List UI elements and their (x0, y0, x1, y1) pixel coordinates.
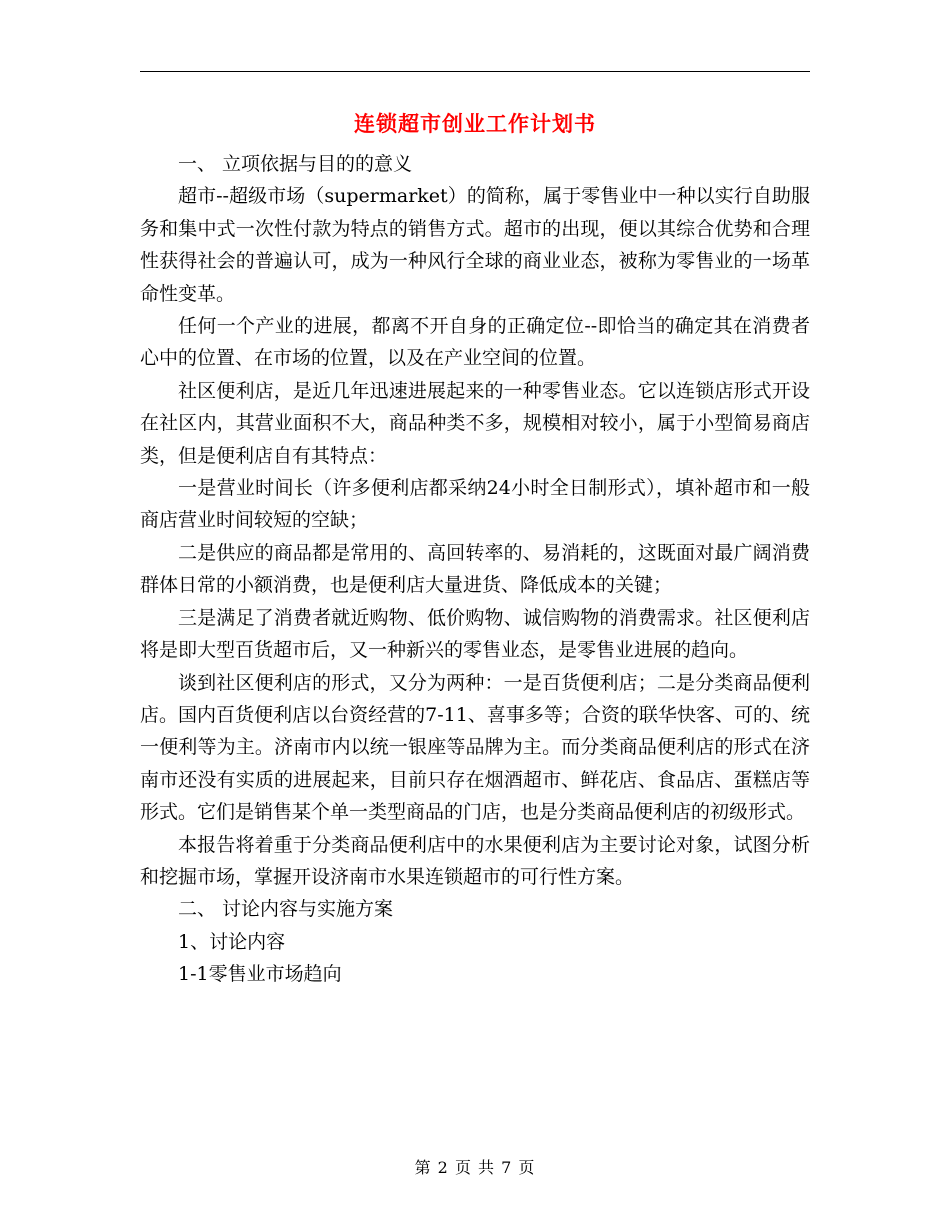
paragraph: 社区便利店，是近几年迅速进展起来的一种零售业态。它以连锁店形式开设在社区内，其营业面积不大，商品种类不多，规模相对较小，属于小型简易商店类，但是便利店自有其特点： (140, 379, 810, 467)
paragraph: 一是营业时间长（许多便利店都采纳24小时全日制形式），填补超市和一般商店营业时间较短的空缺； (140, 477, 810, 532)
paragraph: 二是供应的商品都是常用的、高回转率的、易消耗的，这既面对最广阔消费群体日常的小额消费，也是便利店大量进货、降低成本的关键； (140, 541, 810, 597)
section-heading-1: 一、 立项依据与目的的意义 (178, 153, 413, 175)
paragraph: 谈到社区便利店的形式，又分为两种：一是百货便利店；二是分类商品便利店。国内百货便利店以台资经营的7-11、喜事多等；合资的联华快客、可的、统一便利等为主。济南市内以统一银座等品牌为主。而分类商品便利店的形式在济南市还没有实质的进展起来，目前只存在烟酒超市、鲜花店、食品店、蛋糕店等形式。它们是销售某个单一类型商品的门店，也是分类商品便利店的初级形式。 (140, 671, 810, 824)
paragraph: 三是满足了消费者就近购物、低价购物、诚信购物的消费需求。社区便利店将是即大型百货超市后，又一种新兴的零售业态，是零售业进展的趋向。 (140, 606, 810, 662)
document-title: 连锁超市创业工作计划书 (354, 111, 596, 136)
section-heading-2: 二、 讨论内容与实施方案 (178, 898, 394, 921)
subsection-heading: 1、讨论内容 (178, 930, 286, 953)
page-number-footer: 第 2 页 共 7 页 (414, 1158, 536, 1177)
header-rule (140, 71, 810, 72)
paragraph: 任何一个产业的进展，都离不开自身的正确定位--即恰当的确定其在消费者心中的位置、在市场的位置，以及在产业空间的位置。 (140, 315, 810, 370)
paragraph: 本报告将着重于分类商品便利店中的水果便利店为主要讨论对象，试图分析和挖掘市场，掌握开设济南市水果连锁超市的可行性方案。 (140, 833, 810, 888)
subsection-heading: 1-1零售业市场趋向 (178, 963, 342, 986)
document-body (140, 148, 810, 991)
paragraph: 超市--超级市场（supermarket）的简称，属于零售业中一种以实行自助服务和集中式一次性付款为特点的销售方式。超市的出现，便以其综合优势和合理性获得社会的普遍认可，成为一种风行全球的商业业态，被称为零售业的一场革命性变革。 (140, 185, 810, 305)
